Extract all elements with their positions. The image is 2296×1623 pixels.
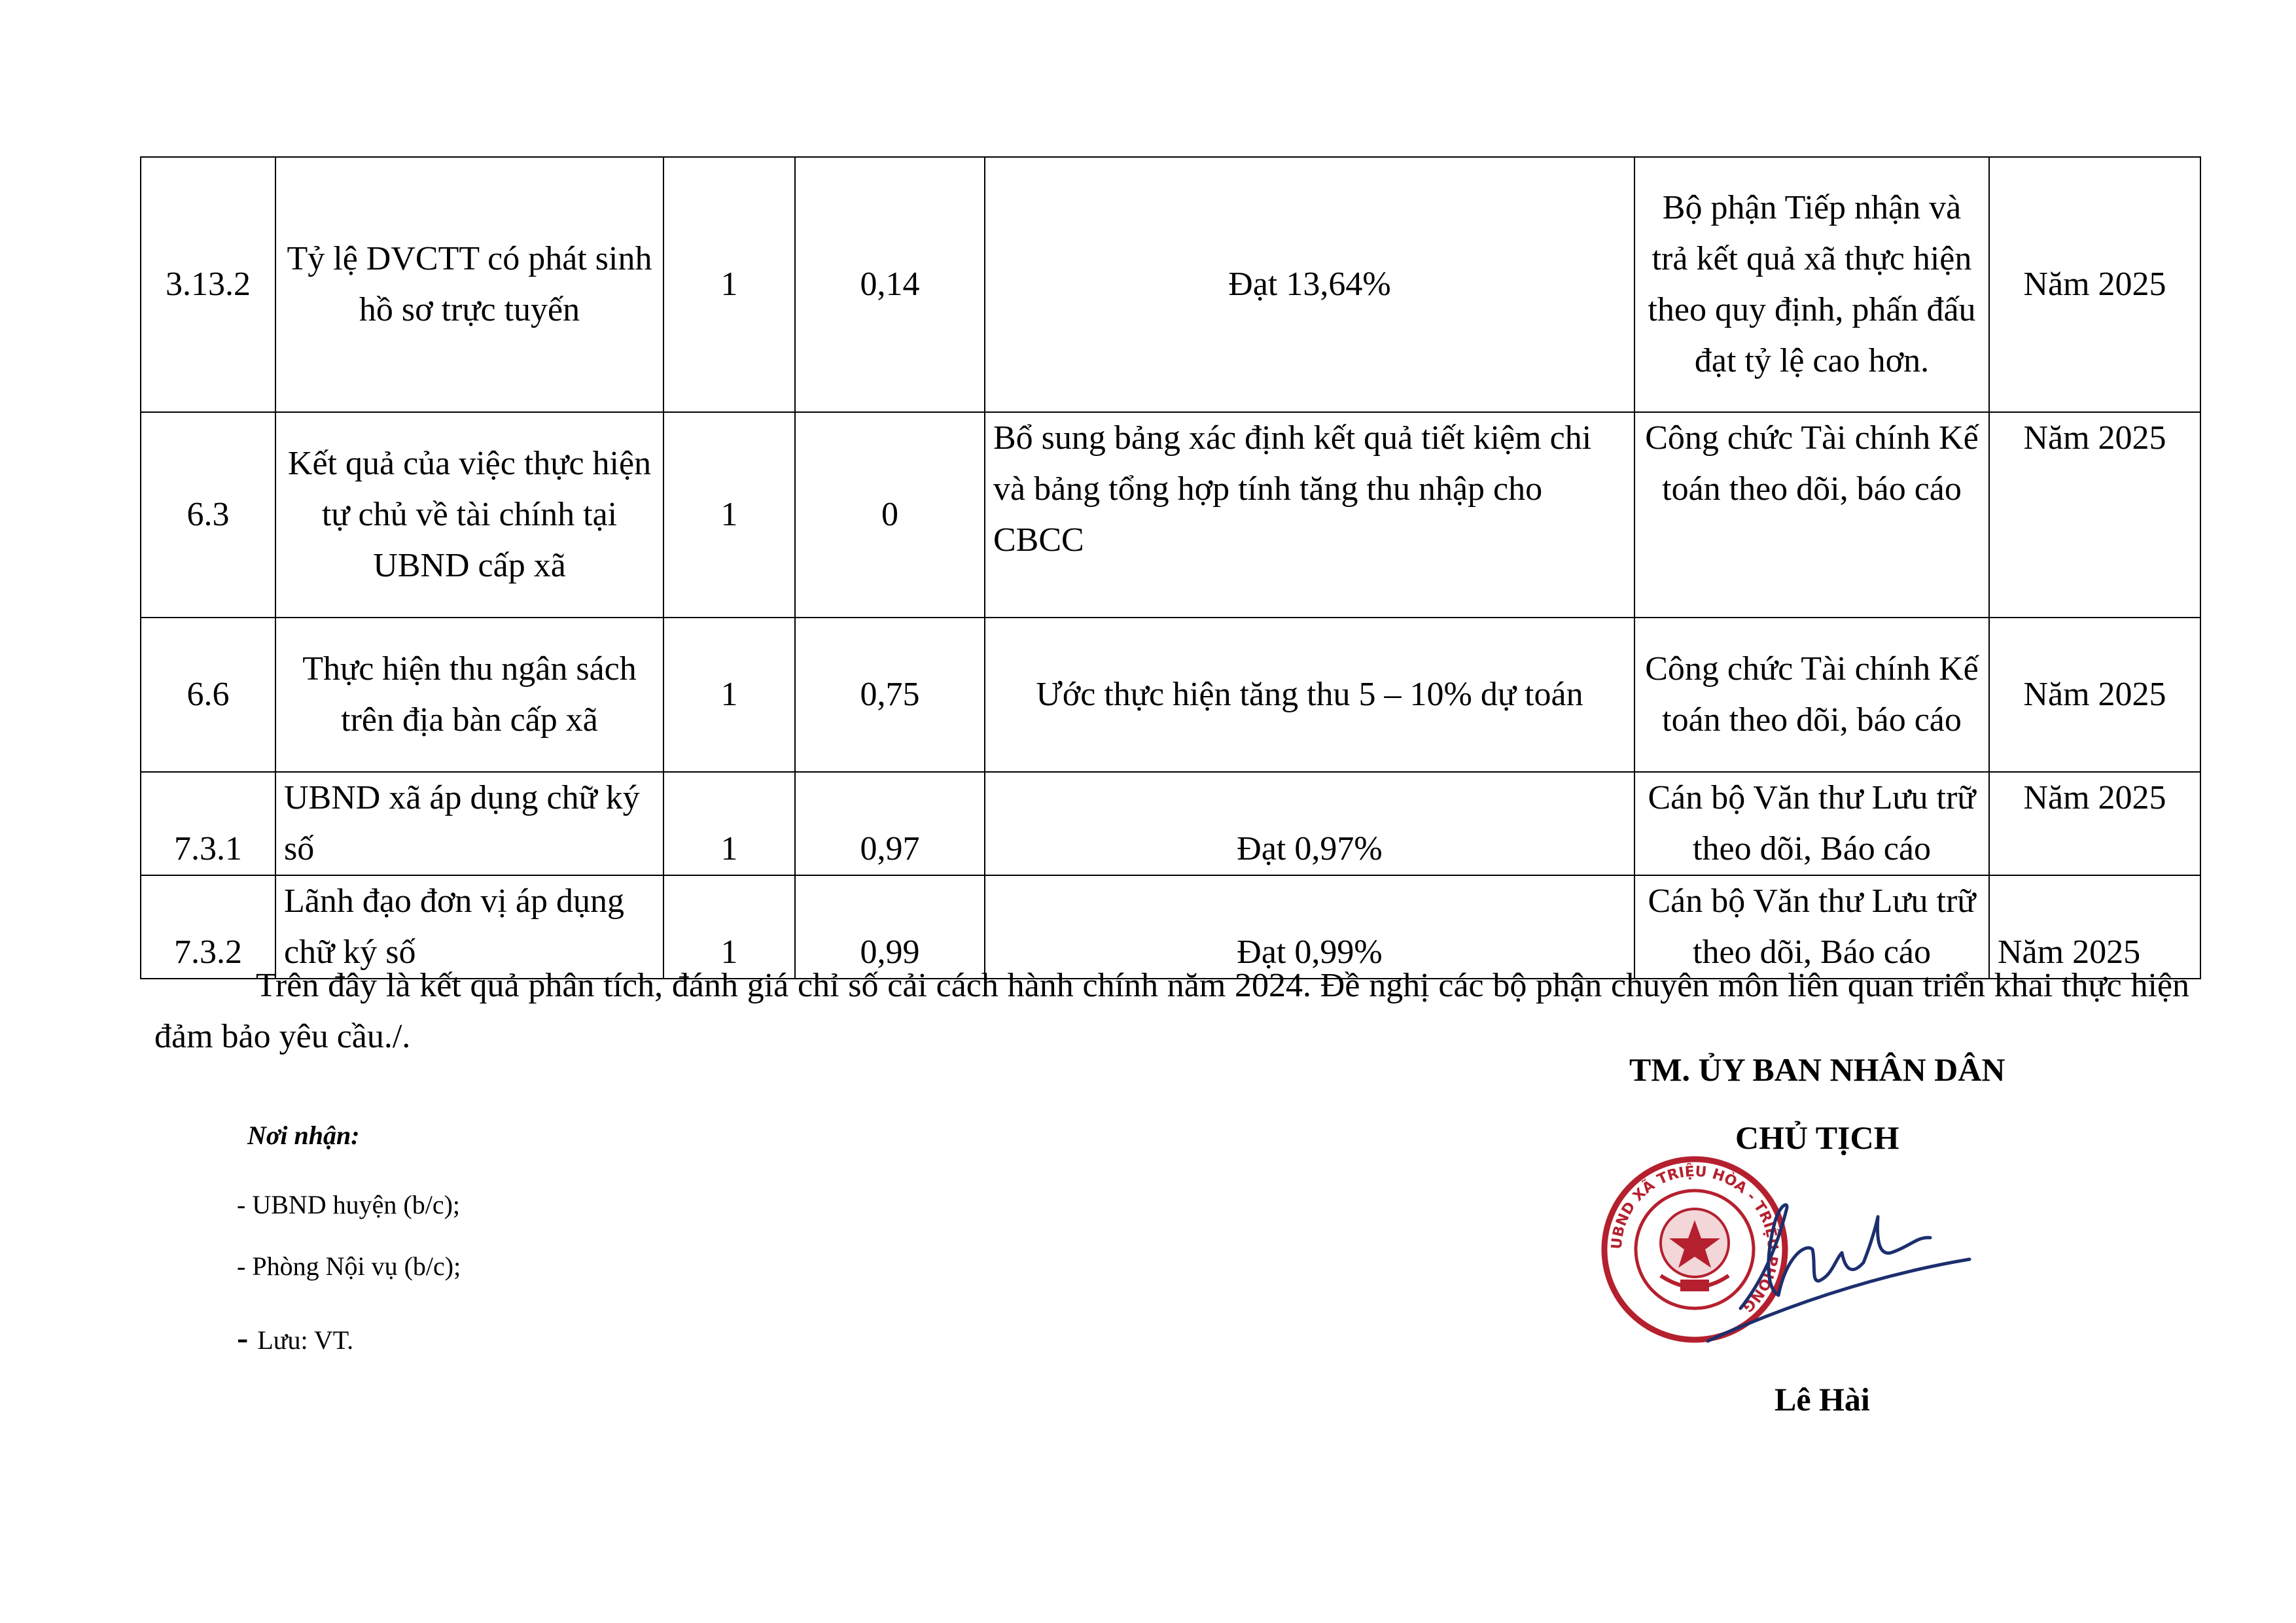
- cell-responsible: Công chức Tài chính Kế toán theo dõi, báo cáo: [1634, 618, 1989, 772]
- cell-responsible: Công chức Tài chính Kế toán theo dõi, báo cáo: [1634, 412, 1989, 618]
- cell-score: 0,75: [795, 618, 985, 772]
- table-row: [141, 772, 2200, 875]
- table-row: [141, 412, 2200, 618]
- cell-code: 6.6: [141, 618, 275, 772]
- cell-criterion: Tỷ lệ DVCTT có phát sinh hồ sơ trực tuyến: [275, 157, 663, 412]
- cell-responsible: Cán bộ Văn thư Lưu trữ theo dõi, Báo cáo: [1634, 772, 1989, 875]
- cell-solution: Đạt 13,64%: [985, 157, 1634, 412]
- cell-responsible: Bộ phận Tiếp nhận và trả kết quả xã thực hiện theo quy định, phấn đấu đạt tỷ lệ cao hơn.: [1634, 157, 1989, 412]
- recipient-item: - UBND huyện (b/c);: [237, 1190, 461, 1219]
- position-title: CHỦ TỊCH: [1735, 1119, 1899, 1156]
- svg-text:UBND XÃ TRIỆU HÒA - TRIỆU PHON: UBND XÃ TRIỆU HÒA - TRIỆU PHONG: [1608, 1163, 1781, 1316]
- cell-max-score: 1: [663, 157, 795, 412]
- cell-score: 0,97: [795, 772, 985, 875]
- cell-deadline: Năm 2025: [1989, 412, 2200, 618]
- table-row: [141, 157, 2200, 412]
- cell-max-score: 1: [663, 618, 795, 772]
- cell-solution: Đạt 0,99%: [985, 875, 1634, 979]
- dash: -: [237, 1319, 249, 1357]
- cell-score: 0,99: [795, 875, 985, 979]
- cell-solution: Bổ sung bảng xác định kết quả tiết kiệm chi và bảng tổng hợp tính tăng thu nhập cho CBCC: [985, 412, 1634, 618]
- cell-max-score: 1: [663, 772, 795, 875]
- cell-solution: Đạt 0,97%: [985, 772, 1634, 875]
- recipients-title: Nơi nhận:: [247, 1121, 360, 1150]
- cell-solution: Ước thực hiện tăng thu 5 – 10% dự toán: [985, 618, 1634, 772]
- cell-deadline: Năm 2025: [1989, 618, 2200, 772]
- cell-responsible: Cán bộ Văn thư Lưu trữ theo dõi, Báo cáo: [1634, 875, 1989, 979]
- cell-deadline: Năm 2025: [1989, 875, 2200, 979]
- cell-max-score: 1: [663, 412, 795, 618]
- on-behalf-title: TM. ỦY BAN NHÂN DÂN: [1629, 1051, 2005, 1088]
- cell-criterion: Kết quả của việc thực hiện tự chủ về tài chính tại UBND cấp xã: [275, 412, 663, 618]
- closing-paragraph: Trên đây là kết quả phân tích, đánh giá chỉ số cải cách hành chính năm 2024. Đề nghị các bộ phận chuyên môn liên quan triển khai thực hiện đảm bảo yêu cầu./.: [154, 967, 2189, 1055]
- cell-max-score: 1: [663, 875, 795, 979]
- cell-code: 7.3.1: [141, 772, 275, 875]
- cell-score: 0: [795, 412, 985, 618]
- cell-code: 7.3.2: [141, 875, 275, 979]
- cell-code: 3.13.2: [141, 157, 275, 412]
- cell-criterion: Lãnh đạo đơn vị áp dụng chữ ký số: [275, 875, 663, 979]
- signer-name: Lê Hài: [1775, 1381, 1870, 1418]
- table-row: [141, 618, 2200, 772]
- recipient-text: Lưu: VT.: [257, 1325, 354, 1355]
- cell-deadline: Năm 2025: [1989, 772, 2200, 875]
- cell-score: 0,14: [795, 157, 985, 412]
- cell-criterion: Thực hiện thu ngân sách trên địa bàn cấp xã: [275, 618, 663, 772]
- cell-deadline: Năm 2025: [1989, 157, 2200, 412]
- cell-criterion: UBND xã áp dụng chữ ký số: [275, 772, 663, 875]
- cell-code: 6.3: [141, 412, 275, 618]
- results-table: [140, 156, 2201, 979]
- handwritten-signature-icon: [1701, 1197, 1976, 1348]
- recipient-item: - Phòng Nội vụ (b/c);: [237, 1251, 461, 1281]
- recipient-item: [237, 1319, 353, 1357]
